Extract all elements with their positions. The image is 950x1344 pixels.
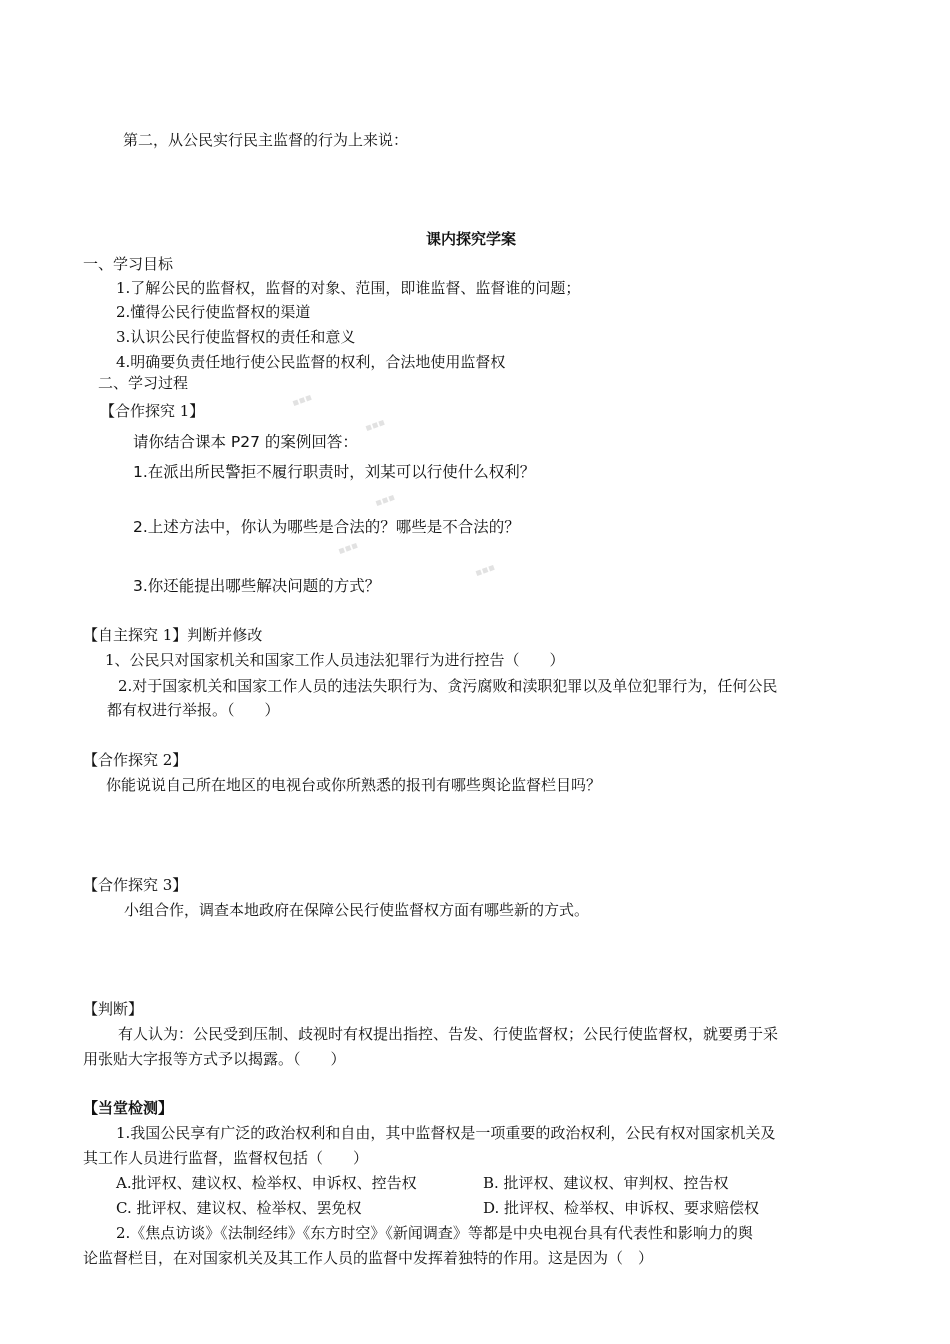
coop2-text: 你能说说自己所在地区的电视台或你所熟悉的报刊有哪些舆论监督栏目吗？	[106, 776, 602, 794]
page-title: 课内探究学案	[426, 230, 517, 248]
self1-item-1: 1、公民只对国家机关和国家工作人员违法犯罪行为进行控告（ ）	[105, 651, 565, 669]
test-q1-option-a: A.批评权、建议权、检举权、申诉权、控告权	[116, 1174, 417, 1192]
test-q1-option-b: B. 批评权、建议权、审判权、控告权	[483, 1174, 729, 1192]
goal-item-2: 2.懂得公民行使监督权的渠道	[116, 303, 311, 321]
coop3-heading: 【合作探究 3】	[83, 876, 188, 894]
coop1-question-2: 2.上述方法中，你认为哪些是合法的？哪些是不合法的？	[133, 518, 520, 536]
watermark-mark: ▪▪▪	[336, 539, 360, 558]
test-q1-option-c: C. 批评权、建议权、检举权、罢免权	[116, 1199, 362, 1217]
coop1-prompt: 请你结合课本 P27 的案例回答：	[133, 433, 358, 451]
watermark-mark: ▪▪▪	[373, 491, 397, 510]
judge-heading: 【判断】	[83, 1000, 144, 1018]
coop1-question-1: 1.在派出所民警拒不履行职责时，刘某可以行使什么权利？	[133, 463, 536, 481]
intro-line: 第二，从公民实行民主监督的行为上来说：	[123, 131, 409, 149]
watermark-mark: ▪▪▪	[473, 561, 497, 580]
test-q1-option-d: D. 批评权、检举权、申诉权、要求赔偿权	[483, 1199, 760, 1217]
test-q1-line-2: 其工作人员进行监督，监督权包括（ ）	[83, 1149, 369, 1167]
judge-line-1: 有人认为：公民受到压制、歧视时有权提出指控、告发、行使监督权；公民行使监督权，就要勇于采	[118, 1025, 779, 1043]
goal-item-1: 1.了解公民的监督权，监督的对象、范围，即谁监督、监督谁的问题；	[116, 279, 581, 297]
self1-heading: 【自主探究 1】判断并修改	[83, 626, 263, 644]
judge-line-2: 用张贴大字报等方式予以揭露。（ ）	[83, 1050, 346, 1068]
self1-item-2-line-2: 都有权进行举报。（ ）	[107, 701, 280, 719]
goals-heading: 一、学习目标	[83, 255, 174, 273]
watermark-mark: ▪▪▪	[290, 391, 314, 410]
test-q2-line-2: 论监督栏目，在对国家机关及其工作人员的监督中发挥着独特的作用。这是因为（ ）	[83, 1249, 654, 1267]
coop1-question-3: 3.你还能提出哪些解决问题的方式？	[133, 577, 381, 595]
process-heading: 二、学习过程	[98, 374, 189, 392]
goal-item-3: 3.认识公民行使监督权的责任和意义	[116, 328, 356, 346]
coop3-text: 小组合作，调查本地政府在保障公民行使监督权方面有哪些新的方式。	[124, 901, 590, 919]
coop1-heading: 【合作探究 1】	[100, 402, 205, 420]
watermark-mark: ▪▪▪	[363, 416, 387, 435]
test-heading: 【当堂检测】	[83, 1099, 174, 1117]
coop2-heading: 【合作探究 2】	[83, 751, 188, 769]
test-q1-line-1: 1.我国公民享有广泛的政治权利和自由，其中监督权是一项重要的政治权利，公民有权对国家机关及	[116, 1124, 776, 1142]
self1-item-2-line-1: 2.对于国家机关和国家工作人员的违法失职行为、贪污腐败和渎职犯罪以及单位犯罪行为，任何公民	[118, 677, 778, 695]
goal-item-4: 4.明确要负责任地行使公民监督的权利，合法地使用监督权	[116, 353, 506, 371]
test-q2-line-1: 2.《焦点访谈》《法制经纬》《东方时空》《新闻调查》等都是中央电视台具有代表性和影响力的舆	[116, 1224, 753, 1242]
